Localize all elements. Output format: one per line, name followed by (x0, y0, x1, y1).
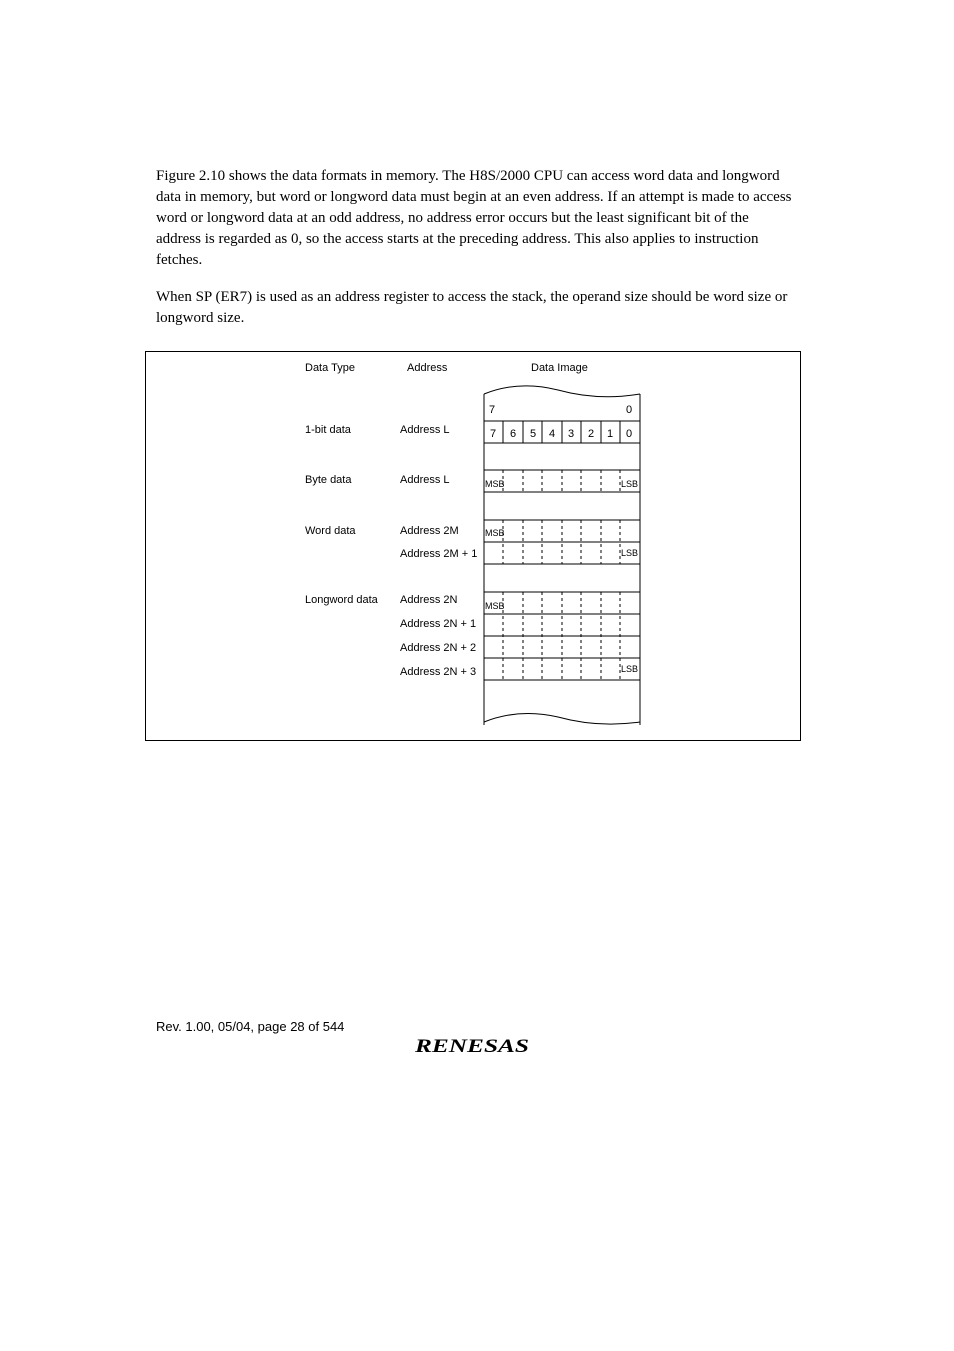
type-1bit: 1-bit data (305, 424, 351, 436)
renesas-logo (413, 1035, 533, 1057)
lsb-tag-longword: LSB (621, 664, 639, 674)
bit-label-1: 1 (607, 428, 614, 440)
address-long-2n-plus-1: Address 2N + 1 (400, 618, 477, 630)
bit-label-3: 3 (568, 428, 575, 440)
bit-range-high: 7 (489, 404, 496, 416)
lsb-tag-word: LSB (621, 548, 639, 558)
body-paragraph-data-formats: Figure 2.10 shows the data formats in memory. The H8S/2000 CPU can access word data and longword data in memory, but word or longword data must begin at an even address. If an attempt is made to access word or longword data at an odd address, no address error occurs but the least significant bit of the address is regarded as 0, so the access starts at the preceding address. This also applies to instruction fetches. (156, 168, 792, 268)
address-byte: Address L (400, 474, 450, 486)
address-long-2n-plus-3: Address 2N + 3 (400, 666, 477, 678)
lsb-tag-byte: LSB (621, 479, 639, 489)
body-paragraph-stack-pointer: When SP (ER7) is used as an address register to access the stack, the operand size should be word size or longword size. (156, 289, 788, 326)
address-1bit: Address L (400, 424, 450, 436)
renesas-logo-text: RENESAS (413, 1036, 529, 1057)
header-data-type: Data Type (305, 362, 355, 374)
msb-tag-byte: MSB (485, 479, 505, 489)
header-data-image: Data Image (531, 362, 588, 374)
header-address: Address (407, 362, 448, 374)
address-word-2m-plus-1: Address 2M + 1 (400, 548, 478, 560)
type-longword: Longword data (305, 594, 378, 606)
msb-tag-longword: MSB (485, 601, 505, 611)
bit-range-low: 0 (626, 404, 633, 416)
type-byte: Byte data (305, 474, 352, 486)
type-word: Word data (305, 525, 356, 537)
bit-label-5: 5 (530, 428, 537, 440)
address-long-2n: Address 2N (400, 594, 458, 606)
msb-tag-word: MSB (485, 528, 505, 538)
footer-page-info: Rev. 1.00, 05/04, page 28 of 544 (156, 1019, 345, 1034)
bit-label-2: 2 (588, 428, 595, 440)
address-word-2m: Address 2M (400, 525, 459, 537)
bit-label-4: 4 (549, 428, 556, 440)
address-long-2n-plus-2: Address 2N + 2 (400, 642, 477, 654)
bit-label-0: 0 (626, 428, 633, 440)
bit-label-7: 7 (490, 428, 497, 440)
data-formats-figure (145, 351, 801, 741)
bit-label-6: 6 (510, 428, 517, 440)
memory-data-image (146, 352, 802, 742)
